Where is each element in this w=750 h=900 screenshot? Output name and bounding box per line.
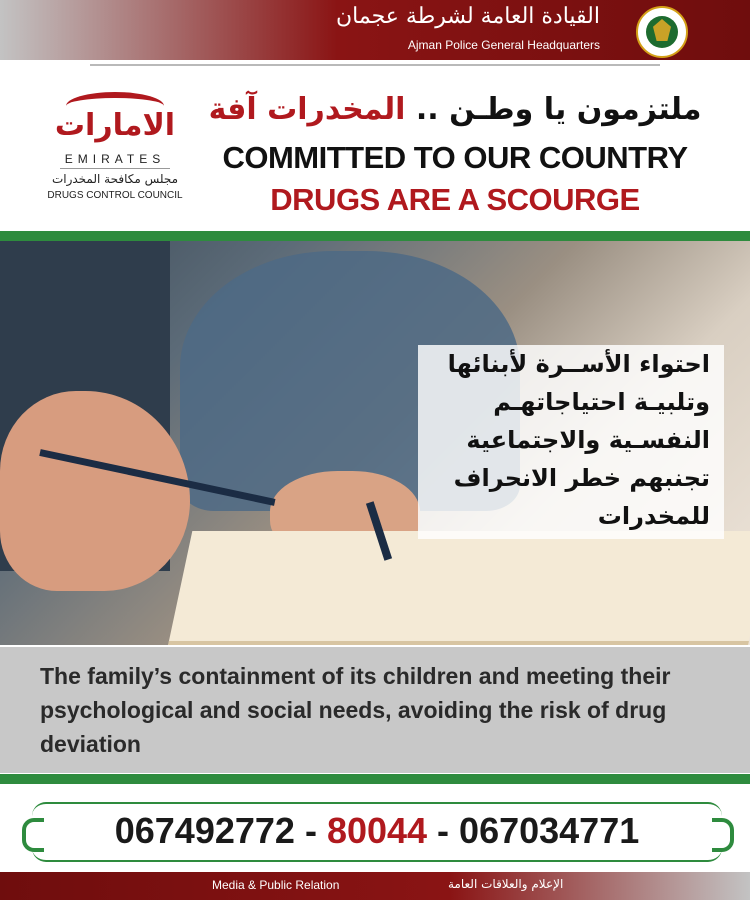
arabic-message-line: احتواء الأســرة لأبنائها (447, 350, 710, 378)
phone-separator: - (294, 810, 327, 851)
arabic-message-line: النفسـية والاجتماعية (466, 426, 710, 454)
footer-arabic: الإعلام والعلاقات العامة (448, 877, 564, 891)
footer-english: Media & Public Relation (212, 878, 340, 892)
english-message: The family’s containment of its children and meeting their psychological and social needs, avoiding the risk of drug deviation (40, 663, 671, 757)
arabic-message-line: للمخدرات (597, 502, 710, 530)
arabic-message-box (418, 345, 724, 539)
slogan-arabic (195, 92, 715, 127)
english-message-panel (0, 647, 750, 773)
phone-number-3[interactable]: 067034771 (459, 810, 640, 851)
council-arabic-name: مجلس مكافحة المخدرات (51, 172, 179, 186)
police-emblem-icon (636, 6, 688, 58)
divider (90, 64, 660, 66)
slogan-english-line2: DRUGS ARE A SCOURGE (270, 182, 640, 217)
slogan-arabic-part2: المخدرات آفة (208, 92, 406, 127)
hq-english-title: Ajman Police General Headquarters (407, 38, 600, 52)
green-band-top (0, 231, 750, 241)
phone-number-1[interactable]: 067492772 (114, 810, 295, 851)
slogan-english-line1: COMMITTED TO OUR COUNTRY (222, 140, 688, 175)
logo-english-name: EMIRATES (64, 152, 166, 166)
logo-divider (60, 168, 170, 169)
phone-number-2[interactable]: 80044 (326, 810, 428, 851)
arabic-message-line: وتلبيـة احتياجاتهـم (493, 388, 710, 416)
footer-bar (0, 872, 750, 900)
open-book-image (168, 531, 750, 645)
drugs-council-logo (40, 92, 190, 212)
hq-arabic-title: القيادة العامة لشرطة عجمان (336, 4, 600, 29)
council-english-name: DRUGS CONTROL COUNCIL (47, 190, 183, 201)
logo-arabic-name: الامارات (54, 108, 176, 143)
arabic-message-line: تجنبهم خطر الانحراف (453, 464, 710, 492)
header-bar (0, 0, 750, 60)
contact-numbers (32, 802, 722, 862)
green-band-bottom (0, 774, 750, 784)
slogan-arabic-part1: ملتزمون يا وطـن .. (405, 92, 702, 127)
phone-separator: - (427, 810, 460, 851)
